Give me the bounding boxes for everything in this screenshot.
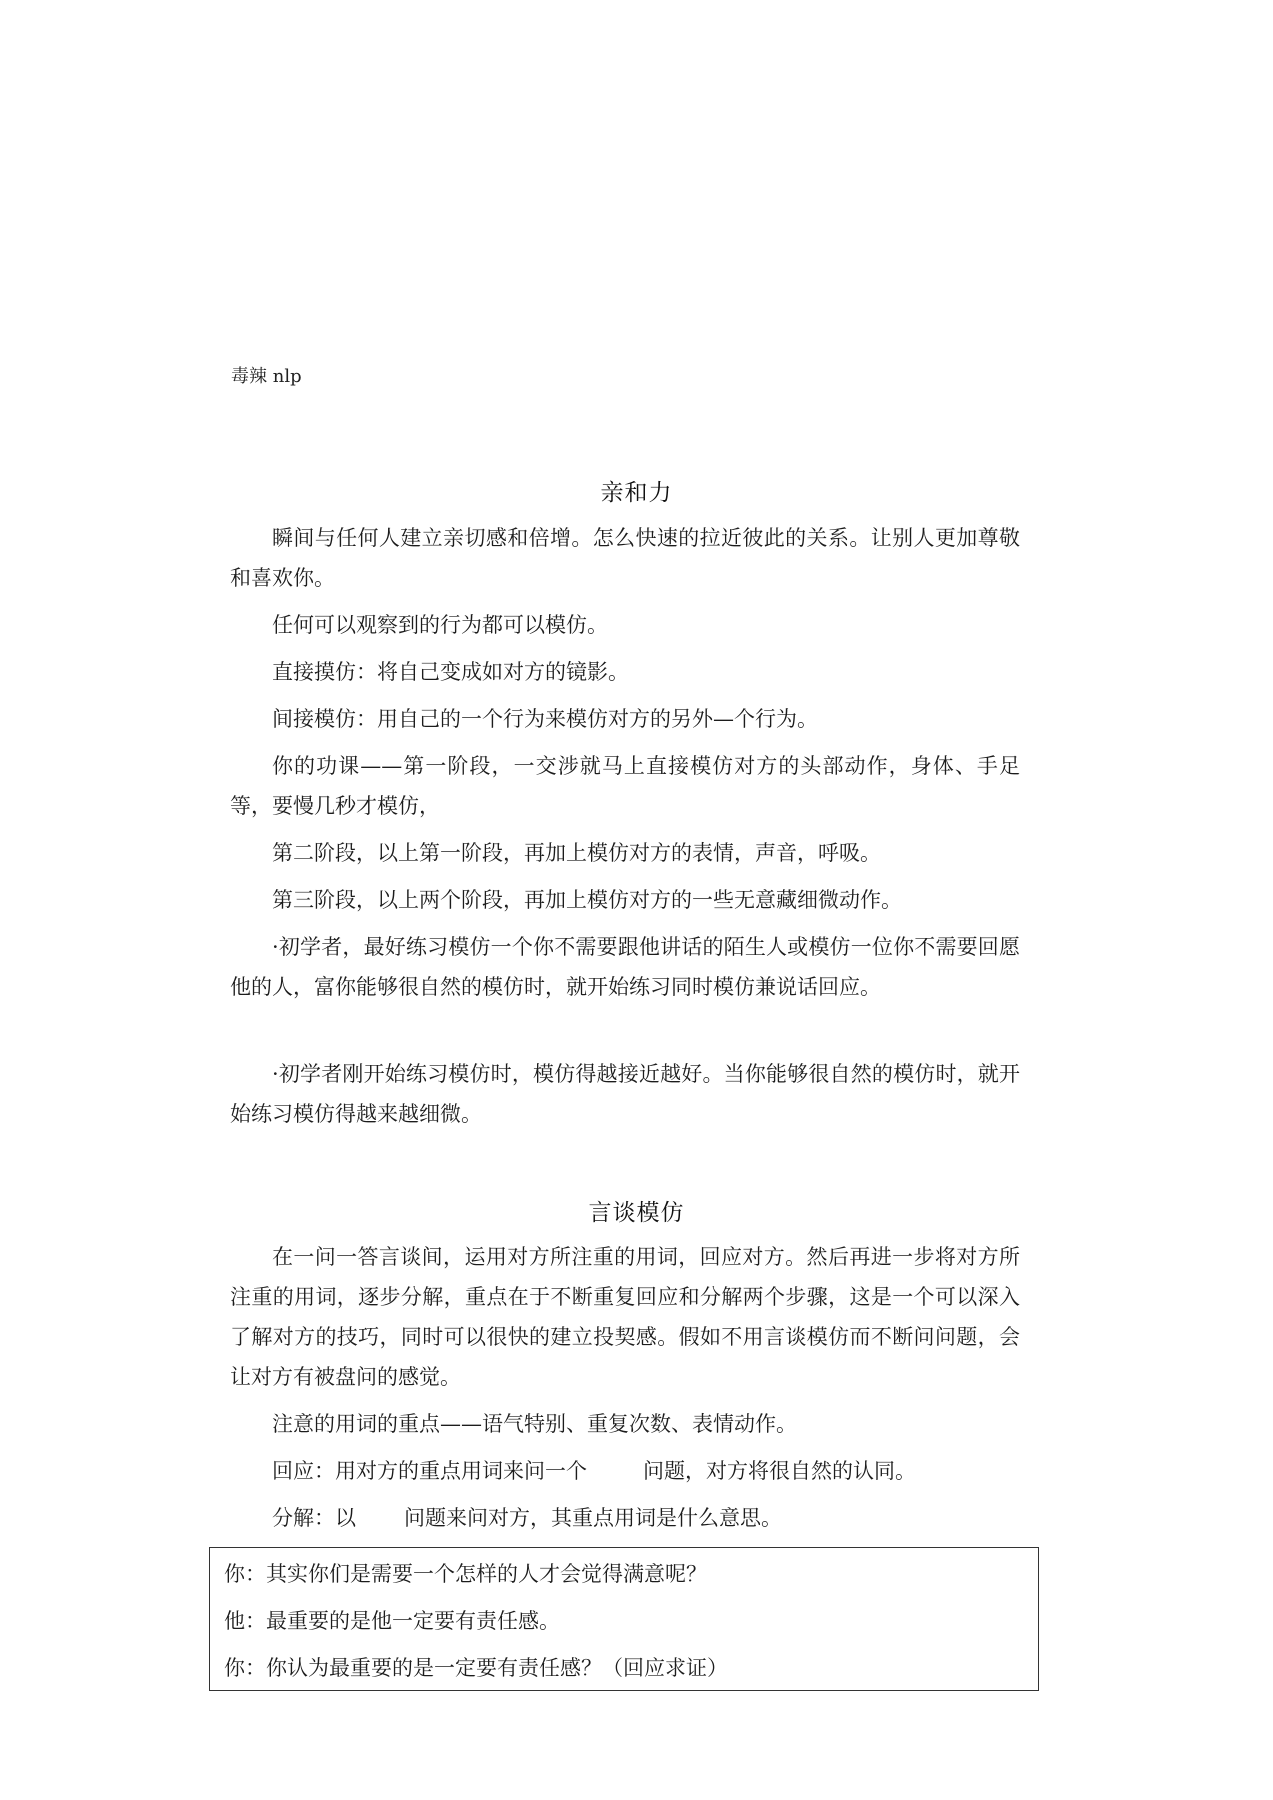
paragraph: 任何可以观察到的行为都可以模仿。	[272, 613, 608, 637]
paragraph	[230, 1498, 1020, 1538]
paragraph: 在一问一答言谈间，运用对方所注重的用词，回应对方。然后再进一步将对方所注重的用词，逐步分解，重点在于不断重复回应和分解两个步骤，这是一个可以深入了解对方的技巧，同时可以很快的建立投契感。假如不用言谈模仿而不断问问题，会让对方有被盘问的感觉。	[230, 1245, 1020, 1389]
text-span: 问题来问对方，其重点用词是什么意思。	[404, 1506, 782, 1530]
paragraph: 直接摸仿：将自己变成如对方的镜影。	[272, 660, 629, 684]
dialog-box	[209, 1547, 1039, 1691]
paragraph: 注意的用词的重点——语气特别、重复次数、表情动作。	[272, 1412, 797, 1436]
section-title-rapport: 亲和力	[600, 480, 673, 506]
dialog-line: 你：你认为最重要的是一定要有责任感？（回应求证）	[224, 1656, 728, 1680]
paragraph: 你的功课——第一阶段，一交涉就马上直接模仿对方的头部动作，身体、手足等，要慢几秒才模仿，	[230, 754, 1020, 818]
page-header: 毒辣 nlp	[231, 366, 302, 387]
paragraph: 第三阶段，以上两个阶段，再加上模仿对方的一些无意藏细微动作。	[272, 888, 902, 912]
paragraph: 间接模仿：用自己的一个行为来模仿对方的另外—个行为。	[272, 707, 818, 731]
bullet-paragraph: ·初学者刚开始练习模仿时，模仿得越接近越好。当你能够很自然的模仿时，就开始练习模仿得越来越细微。	[230, 1062, 1020, 1126]
text-span: 回应：用对方的重点用词来问一个	[272, 1459, 587, 1483]
paragraph: 第二阶段，以上第一阶段，再加上模仿对方的表情，声音，呼吸。	[272, 841, 881, 865]
bullet-paragraph: ·初学者，最好练习模仿一个你不需要跟他讲话的陌生人或模仿一位你不需要回愿他的人，富你能够很自然的模仿时，就开始练习同时模仿兼说话回应。	[230, 935, 1020, 999]
paragraph	[230, 1451, 1020, 1491]
paragraph: 瞬间与任何人建立亲切感和倍增。怎么快速的拉近彼此的关系。让别人更加尊敬和喜欢你。	[230, 526, 1020, 590]
section-title-verbal-mirroring: 言谈模仿	[588, 1200, 685, 1226]
text-span: 分解：以	[272, 1506, 356, 1530]
dialog-line: 他：最重要的是他一定要有责任感。	[224, 1609, 560, 1633]
text-span: 问题，对方将很自然的认同。	[643, 1459, 916, 1483]
dialog-line: 你：其实你们是需要一个怎样的人才会觉得满意呢？	[224, 1562, 707, 1586]
